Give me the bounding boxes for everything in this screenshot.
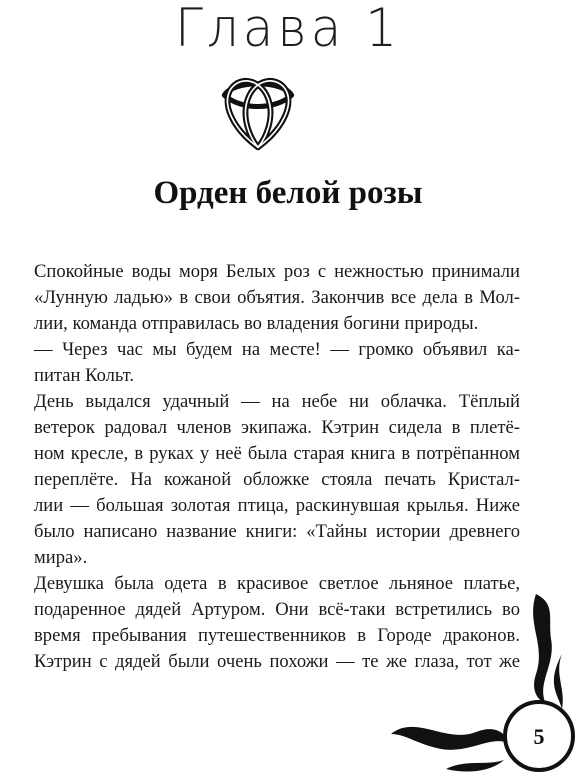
text-line: время пребывания путешественников в Городе драконов.: [34, 625, 520, 646]
text-line: ном кресле, в руках у неё была старая книга в потрёпанном: [34, 443, 520, 464]
text-line: — Через час мы будем на месте! — громко объявил ка-: [34, 339, 520, 360]
text-line: Кэтрин с дядей были очень похожи — те же глаза, тот же: [34, 651, 520, 672]
page-number: 5: [533, 724, 545, 749]
text-line: Спокойные воды моря Белых роз с нежностью принимали: [34, 261, 520, 282]
text-line: переплёте. На кожаной обложке стояла печать Кристал-: [34, 469, 520, 490]
text-line: День выдался удачный — на небе ни облачка. Тёплый: [34, 391, 520, 412]
triquetra-knot-icon: [216, 70, 300, 154]
text-line: было написано название книги: «Тайны истории древнего: [34, 521, 520, 542]
text-line: «Лунную ладью» в свои объятия. Закончив все дела в Мол-: [34, 287, 520, 308]
text-line: мира».: [34, 547, 88, 568]
chapter-label: Глава 1: [174, 0, 402, 59]
text-line: ветерок радовал членов экипажа. Кэтрин сидела в плетё-: [34, 417, 520, 438]
text-line: Девушка была одета в красивое светлое льняное платье,: [34, 573, 520, 594]
text-line: подаренное дядей Артуром. Они всё-таки встретились во: [34, 599, 520, 620]
chapter-title: Орден белой розы: [153, 175, 423, 211]
text-line: лии, команда отправилась во владения богини природы.: [34, 313, 479, 334]
text-line: лии — большая золотая птица, раскинувшая крылья. Ниже: [34, 495, 520, 516]
text-line: питан Кольт.: [34, 365, 135, 386]
